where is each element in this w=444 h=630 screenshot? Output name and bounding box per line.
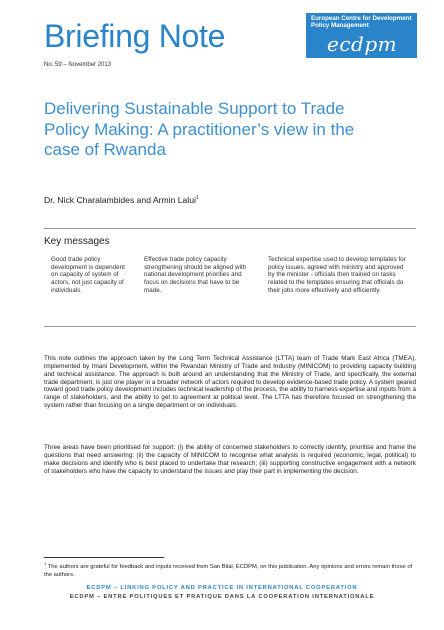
- footer-tagline-french: ECDPM – ENTRE POLITIQUES ET PRATIQUE DANS LA COOPERATION INTERNATIONALE: [69, 594, 375, 600]
- logo-wordmark: ecdpm: [327, 32, 398, 56]
- key-message-3: Technical expertise used to develop templates for policy issues, agreed with ministry and approved by the minister - officials then trained on tasks related to the templates ensuring that officials do their jobs more effectively and efficiently.: [268, 256, 406, 294]
- key-message-1: Good trade policy development is dependent on capacity of system of actors, not just capacity of individuals.: [51, 256, 125, 294]
- issue-number: No. 59 – November 2013: [44, 62, 112, 68]
- authors-names: Dr. Nick Charalambides and Armin Lalui: [44, 195, 196, 205]
- footnote: [44, 560, 416, 579]
- body-paragraph-1: This note outlines the approach taken by the Long Term Technical Assistance (LTTA) team of Trade Mark East Africa (TMEA), implemented by Imani Development, within the Rwandan Ministry of Trade and Industry (MINICOM) to providing capacity building and technical assistance. The approach is built around an understanding that the Ministry of Trade, and specifically, the external trade department, is just one player in a broader network of actors required to develop evidence-based trade policy. A system geared toward good trade policy development includes technical leadership of the process, the ability to harness expertise and inputs from a range of stakeholders, and the ability to get to agreement at political level. The LTTA has therefore focused on strengthening the system rather than focusing on a single department or on individuals.: [44, 355, 416, 410]
- authors-footnote-mark[interactable]: 1: [195, 195, 199, 202]
- key-messages-heading: Key messages: [44, 236, 110, 247]
- key-messages-box: [44, 228, 416, 327]
- footnote-text: The authors are grateful for feedback and inputs received from San Bilal, ECDPM, on this publication. Any opinions and errors remain those of the authors.: [44, 563, 413, 578]
- footer-tagline-english: ECDPM – LINKING POLICY AND PRACTICE IN INTERNATIONAL COOPERATION: [86, 585, 358, 591]
- series-title: Briefing Note: [44, 18, 226, 54]
- key-message-2: Effective trade policy capacity strengthening should be aligned with national development priorities and focus on decisions that have to be made.: [144, 256, 247, 294]
- authors-line: [44, 195, 199, 205]
- body-paragraph-2: Three areas have been prioritised for support: (i) the ability of concerned stakeholders to correctly identify, prioritise and frame the questions that need answering; (ii) the capacity of MINICOM to recognise what analysis is required (economic, legal, political) to make decisions and identify who is best placed to undertake that research; (iii) supporting constructive engagement with a network of stakeholders who have the capacity to understand the issues and play their part in implementing the decision.: [44, 444, 416, 475]
- footnote-mark: 1: [44, 561, 47, 566]
- footnote-divider: [44, 557, 164, 558]
- logo-org-name: European Centre for Development Policy Management: [311, 15, 412, 29]
- document-title: Delivering Sustainable Support to Trade Policy Making: A practitioner’s view in the case of Rwanda: [44, 99, 355, 159]
- ecdpm-logo[interactable]: [306, 13, 417, 58]
